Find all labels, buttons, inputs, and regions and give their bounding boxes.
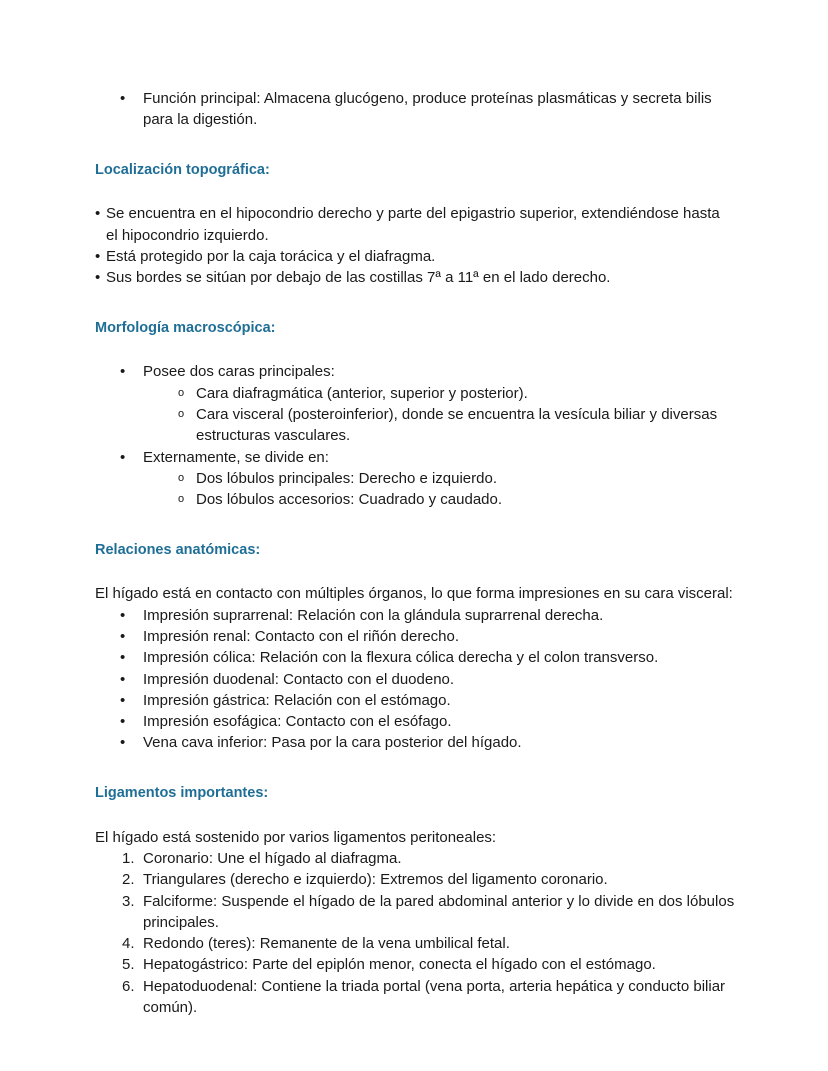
list-item xyxy=(95,711,735,732)
section-lead-paragraph: El hígado está en contacto con múltiples órganos, lo que forma impresiones en su cara visceral: xyxy=(95,585,733,603)
glyph-bullet-line xyxy=(95,267,735,288)
sublist-item-text: Dos lóbulos accesorios: Cuadrado y caudado. xyxy=(196,491,503,509)
sublist-item-text: Cara diafragmática (anterior, superior y posterior). xyxy=(196,384,528,402)
list-item-text: Externamente, se divide en: xyxy=(143,448,329,466)
section-heading-morfologia-macroscopica xyxy=(95,319,735,338)
list-item xyxy=(95,690,735,711)
list-number: 3. xyxy=(122,892,135,910)
list-number: 6. xyxy=(122,977,135,995)
list-item-text: Impresión cólica: Relación con la flexura cólica derecha y el colon transverso. xyxy=(143,649,659,667)
section-list-relaciones-anatomicas xyxy=(95,605,735,754)
list-item xyxy=(95,88,735,131)
list-item-text: Falciforme: Suspende el hígado de la pared abdominal anterior y lo divide en dos lóbulos principales. xyxy=(143,892,735,931)
glyph-bullet-text: Sus bordes se sitúan por debajo de las costillas 7ª a 11ª en el lado derecho. xyxy=(106,269,611,287)
section-heading-text: Localización topográfica: xyxy=(95,161,270,178)
circle-bullet-icon: o xyxy=(178,493,185,506)
list-item-text: Redondo (teres): Remanente de la vena umbilical fetal. xyxy=(143,935,510,953)
sublist-item-text: Dos lóbulos principales: Derecho e izquierdo. xyxy=(196,469,497,487)
list-item-text: Impresión suprarrenal: Relación con la glándula suprarrenal derecha. xyxy=(143,606,604,624)
bullet-icon: • xyxy=(120,670,126,688)
list-item xyxy=(95,869,735,890)
list-item xyxy=(95,732,735,753)
section-list-ligamentos-importantes xyxy=(95,848,735,1018)
glyph-bullet-text: Se encuentra en el hipocondrio derecho y parte del epigastrio superior, extendiéndose hasta el hipocondrio izquierdo. xyxy=(106,205,720,244)
sublist-item xyxy=(95,489,735,510)
list-item-text: Impresión duodenal: Contacto con el duodeno. xyxy=(143,670,455,688)
list-item-text: Vena cava inferior: Pasa por la cara posterior del hígado. xyxy=(143,734,522,752)
section-heading-text: Morfología macroscópica: xyxy=(95,319,276,336)
bullet-icon: • xyxy=(120,448,126,466)
intro-list xyxy=(95,88,735,131)
bullet-icon: • xyxy=(120,90,126,107)
list-item-text: Impresión gástrica: Relación con el estómago. xyxy=(143,691,451,709)
section-heading-localizacion-topografica xyxy=(95,161,735,180)
list-item-text: Función principal: Almacena glucógeno, produce proteínas plasmáticas y secreta bilis para la digestión. xyxy=(143,90,712,129)
list-item-text: Triangulares (derecho e izquierdo): Extremos del ligamento coronario. xyxy=(143,871,608,889)
sublist-item-text: Cara visceral (posteroinferior), donde se encuentra la vesícula biliar y diversas estructuras vasculares. xyxy=(196,406,718,445)
document-content xyxy=(95,88,735,1018)
list-number: 5. xyxy=(122,956,135,974)
list-item xyxy=(95,933,735,954)
glyph-bullet-line xyxy=(95,246,735,267)
list-item xyxy=(95,647,735,668)
sublist-item xyxy=(95,383,735,404)
circle-bullet-icon: o xyxy=(178,408,185,421)
glyph-bullet-text: Está protegido por la caja torácica y el diafragma. xyxy=(106,248,436,266)
list-item xyxy=(95,626,735,647)
section-heading-relaciones-anatomicas xyxy=(95,541,735,560)
sublist-item xyxy=(95,404,735,447)
list-item-text: Hepatogástrico: Parte del epiplón menor, conecta el hígado con el estómago. xyxy=(143,956,656,974)
bullet-icon: • xyxy=(120,734,126,752)
list-item-text: Impresión renal: Contacto con el riñón derecho. xyxy=(143,627,460,645)
section-lead-paragraph: El hígado está sostenido por varios ligamentos peritoneales: xyxy=(95,828,497,846)
sublist-item xyxy=(95,468,735,489)
list-number: 4. xyxy=(122,935,135,953)
bullet-icon: • xyxy=(95,205,101,223)
bullet-icon: • xyxy=(95,269,101,287)
circle-bullet-icon: o xyxy=(178,386,185,399)
list-item xyxy=(95,891,735,934)
list-number: 2. xyxy=(122,871,135,889)
section-heading-ligamentos-importantes xyxy=(95,784,735,803)
list-item-text: Coronario: Une el hígado al diafragma. xyxy=(143,849,402,867)
list-item xyxy=(95,605,735,626)
list-item xyxy=(95,954,735,975)
circle-bullet-icon: o xyxy=(178,471,185,484)
list-item xyxy=(95,447,735,468)
section-list-morfologia-macroscopica xyxy=(95,361,735,510)
section-body-localizacion-topografica xyxy=(95,203,735,288)
list-item-text: Impresión esofágica: Contacto con el esófago. xyxy=(143,713,452,731)
list-item-text: Hepatoduodenal: Contiene la triada portal (vena porta, arteria hepática y conducto biliar común). xyxy=(143,977,726,1016)
section-heading-text: Relaciones anatómicas: xyxy=(95,541,261,558)
bullet-icon: • xyxy=(95,248,101,266)
bullet-icon: • xyxy=(120,713,126,731)
list-item xyxy=(95,976,735,1019)
glyph-bullet-line xyxy=(95,203,735,246)
list-item-text: Posee dos caras principales: xyxy=(143,363,335,381)
section-heading-text: Ligamentos importantes: xyxy=(95,784,269,801)
bullet-icon: • xyxy=(120,627,126,645)
list-item xyxy=(95,848,735,869)
list-item xyxy=(95,669,735,690)
bullet-icon: • xyxy=(120,606,126,624)
list-number: 1. xyxy=(122,849,135,867)
bullet-icon: • xyxy=(120,649,126,667)
bullet-icon: • xyxy=(120,363,126,381)
bullet-icon: • xyxy=(120,691,126,709)
list-item xyxy=(95,361,735,382)
